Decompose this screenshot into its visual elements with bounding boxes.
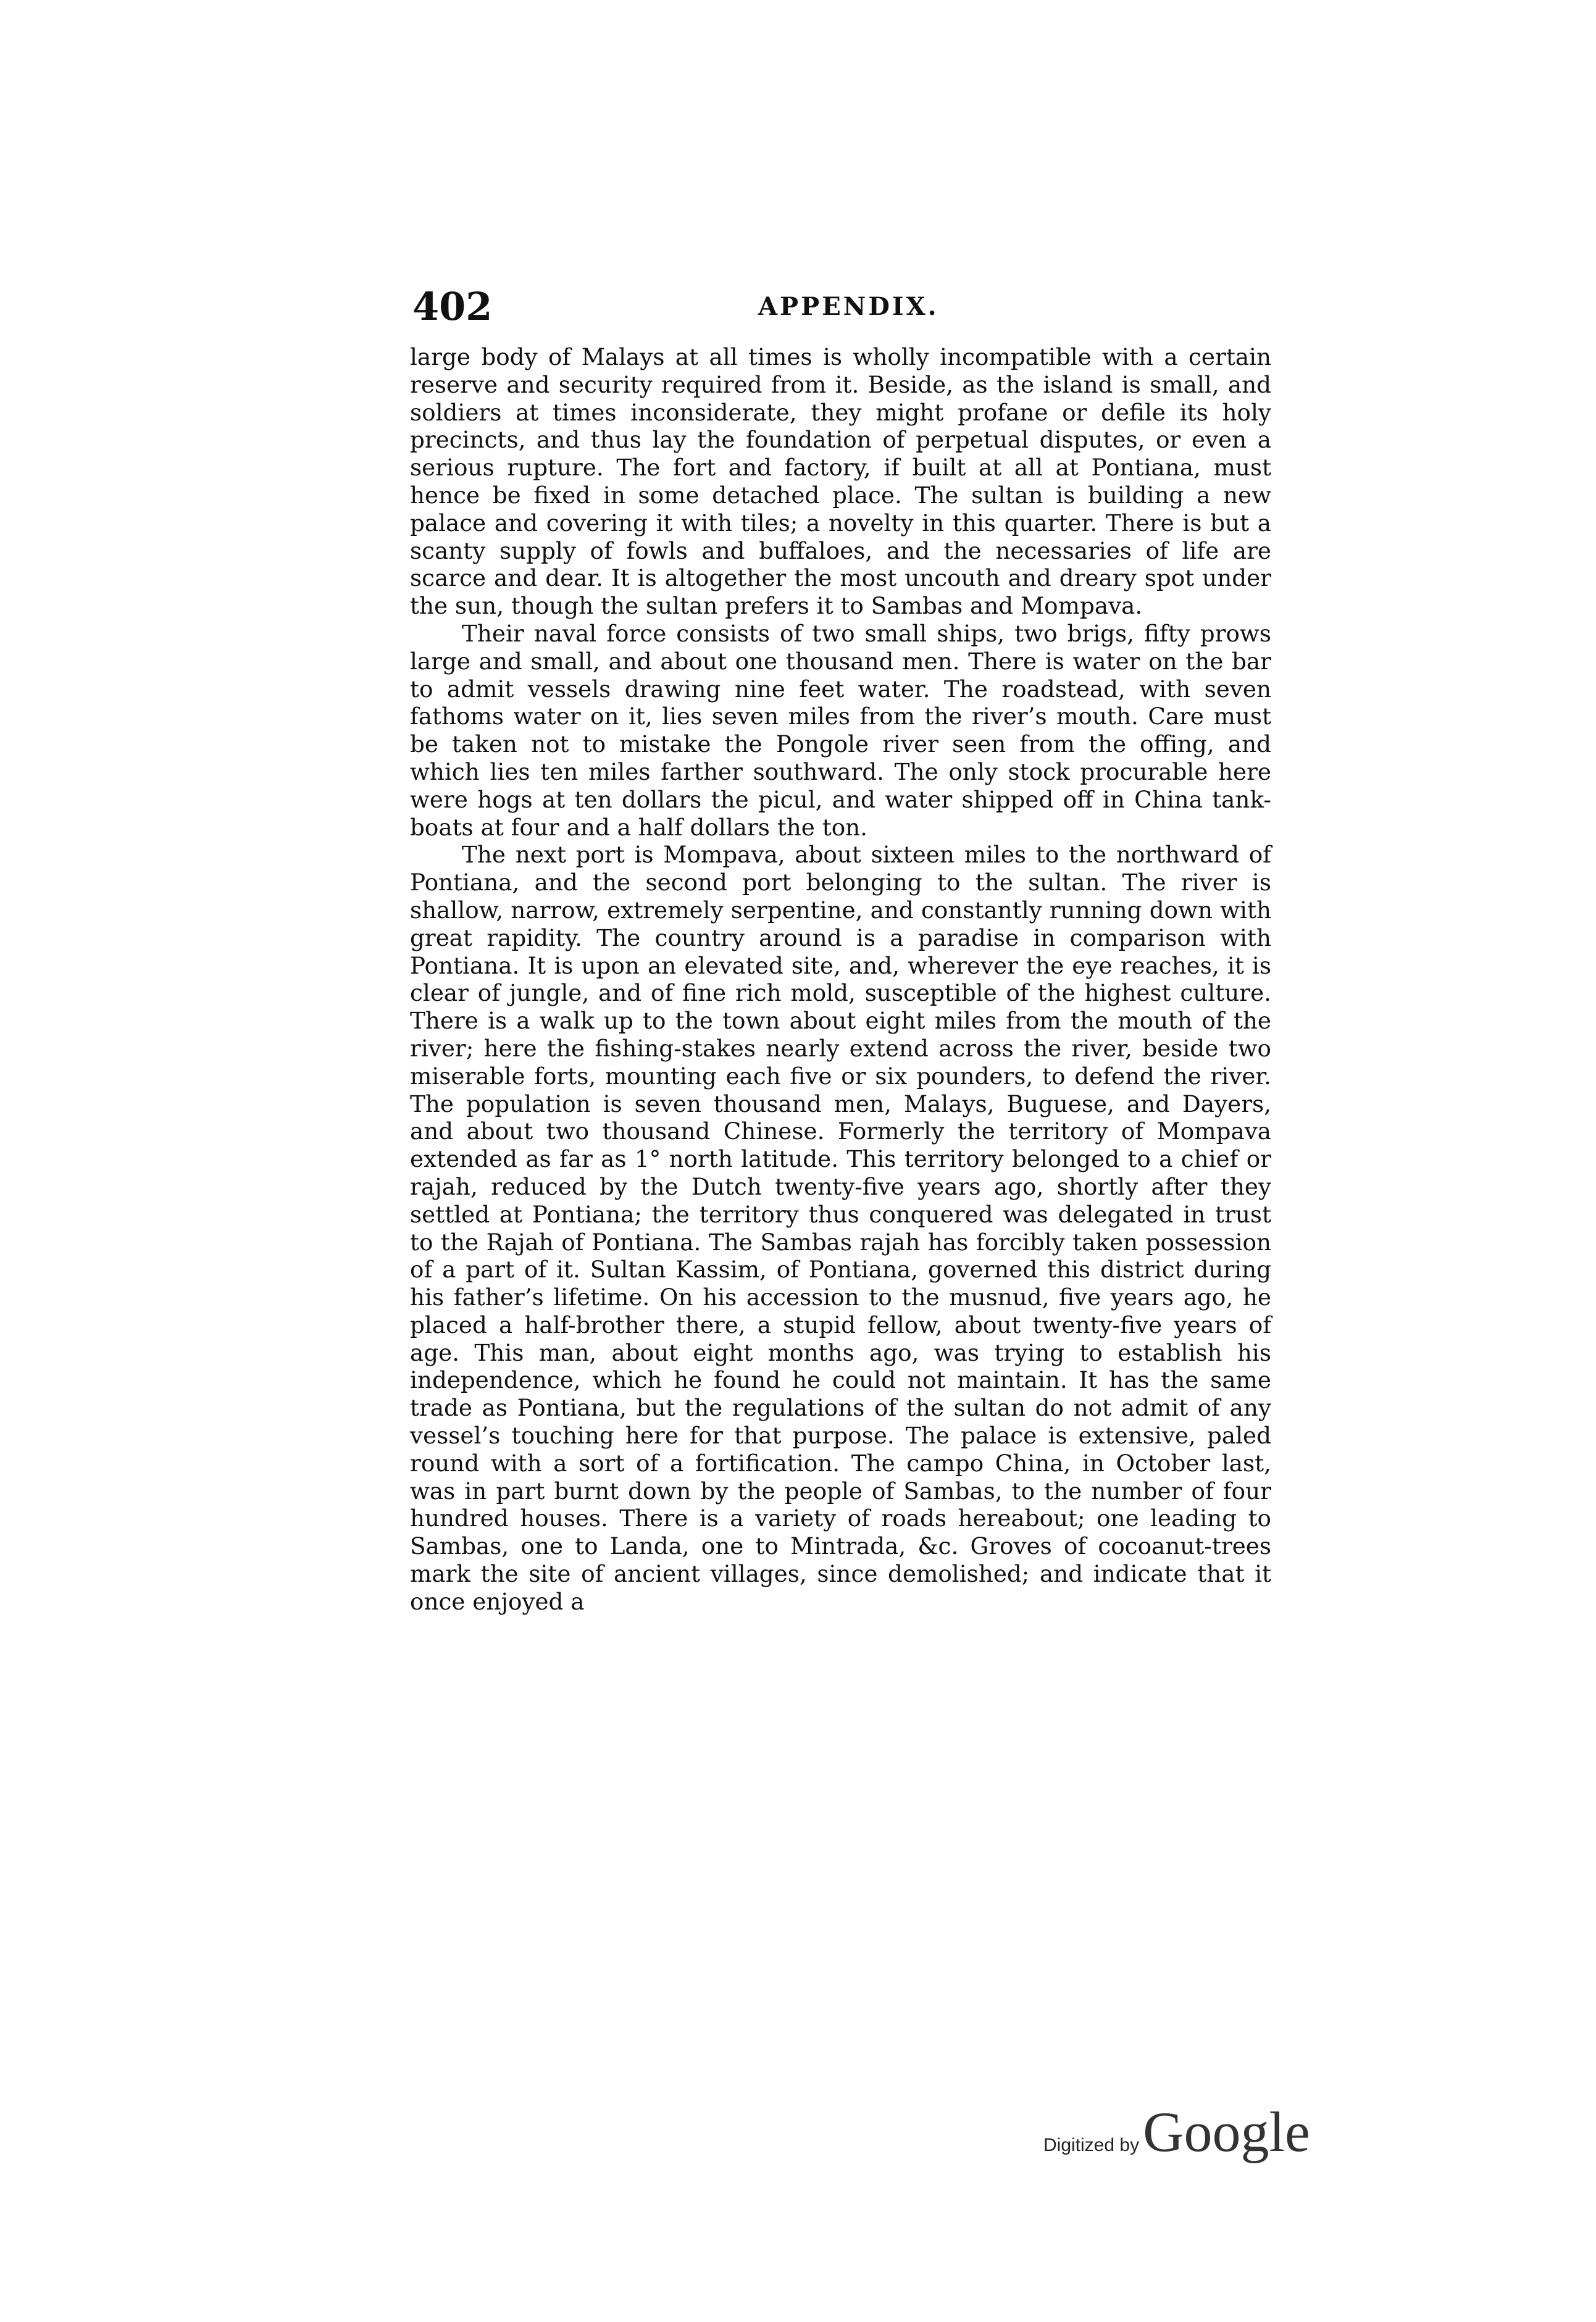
google-logo: Google <box>1143 2100 1310 2163</box>
page-number: 402 <box>412 284 493 329</box>
page-header <box>412 279 1264 335</box>
paragraph-3: The next port is Mompava, about sixteen miles to the northward of Pontiana, and the second port belonging to the sultan. The river is shallow, narrow, extremely serpentine, and constantly running down with great rapidity. The country around is a paradise in comparison with Pontiana. It is upon an elevated site, and, wherever the eye reaches, it is clear of jungle, and of fine rich mold, susceptible of the highest culture. There is a walk up to the town about eight miles from the mouth of the river; here the fishing-stakes nearly extend across the river, beside two miserable forts, mounting each five or six pounders, to defend the river. The population is seven thousand men, Malays, Buguese, and Dayers, and about two thousand Chinese. Formerly the territory of Mompava extended as far as 1° north latitude. This territory belonged to a chief or rajah, reduced by the Dutch twenty-five years ago, shortly after they settled at Pontiana; the territory thus conquered was delegated in trust to the Rajah of Pontiana. The Sambas rajah has forcibly taken possession of a part of it. Sultan Kassim, of Pontiana, governed this district during his father’s lifetime. On his accession to the musnud, five years ago, he placed a half-brother there, a stupid fellow, about twenty-five years of age. This man, about eight months ago, was trying to establish his independence, which he found he could not maintain. It has the same trade as Pontiana, but the regulations of the sultan do not admit of any vessel’s touching here for that purpose. The palace is extensive, paled round with a sort of a fortification. The campo China, in October last, was in part burnt down by the people of Sambas, to the number of four hundred houses. There is a variety of roads hereabout; one leading to Sambas, one to Landa, one to Mintrada, &c. Groves of cocoanut-trees mark the site of ancient villages, since demolished; and indicate that it once enjoyed a <box>410 841 1271 1615</box>
paragraph-1: large body of Malays at all times is wholly incompatible with a certain reserve and security required from it. Beside, as the island is small, and soldiers at times inconsiderate, they might profane or defile its holy precincts, and thus lay the foundation of perpetual disputes, or even a serious rupture. The fort and factory, if built at all at Pontiana, must hence be fixed in some detached place. The sultan is building a new palace and covering it with tiles; a novelty in this quarter. There is but a scanty supply of fowls and buffaloes, and the necessaries of life are scarce and dear. It is altogether the most uncouth and dreary spot under the sun, though the sultan prefers it to Sambas and Mompava. <box>410 343 1271 620</box>
running-head: APPENDIX. <box>758 292 939 321</box>
page-body <box>410 343 1271 1616</box>
digitized-by-label: Digitized by <box>1043 2135 1140 2155</box>
digitization-watermark <box>1043 2099 1310 2173</box>
paragraph-2: Their naval force consists of two small ships, two brigs, fifty prows large and small, and about one thousand men. There is water on the bar to admit vessels drawing nine feet water. The roadstead, with seven fathoms water on it, lies seven miles from the river’s mouth. Care must be taken not to mistake the Pongole river seen from the offing, and which lies ten miles farther southward. The only stock procurable here were hogs at ten dollars the picul, and water shipped off in China tank-boats at four and a half dollars the ton. <box>410 619 1271 841</box>
